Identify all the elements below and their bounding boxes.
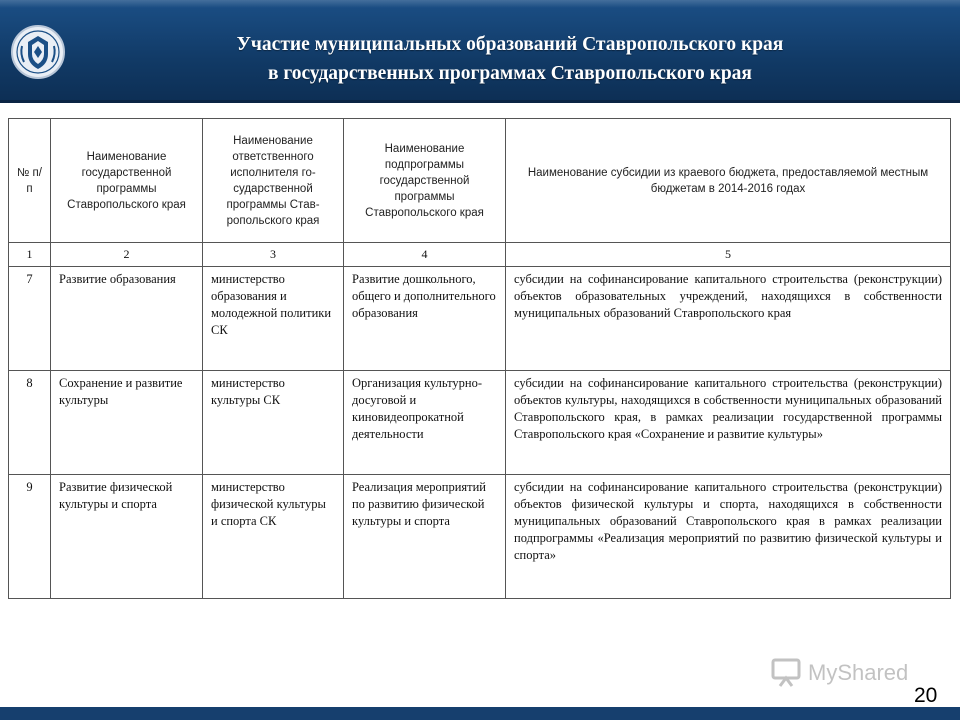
coat-of-arms-emblem-icon <box>10 24 66 80</box>
row-program: Развитие образования <box>51 267 203 371</box>
header-shine <box>0 0 960 8</box>
row-subprogram: Организация культурно-досуговой и киновидеопрокатной деятельности <box>344 371 506 475</box>
page-title <box>80 30 940 88</box>
header-cell-subprogram: Наименование подпрограммы государственной программы Ставропольского края <box>344 119 506 243</box>
header-cell-program: Наименование государственной программы Ставропольского края <box>51 119 203 243</box>
header-cell-number: № п/п <box>9 119 51 243</box>
column-number: 2 <box>51 243 203 267</box>
row-program: Развитие физической культуры и спорта <box>51 475 203 599</box>
programs-table <box>8 118 951 599</box>
row-executor: министерство образования и молодежной политики СК <box>203 267 344 371</box>
title-line-1: Участие муниципальных образований Ставропольского края <box>236 34 784 55</box>
column-number: 4 <box>344 243 506 267</box>
table-header-row <box>9 119 951 243</box>
row-number: 8 <box>9 371 51 475</box>
slide-header <box>0 0 960 103</box>
row-executor: министерство культуры СК <box>203 371 344 475</box>
table-row <box>9 371 951 475</box>
column-number: 1 <box>9 243 51 267</box>
row-subsidy: субсидии на софинансирование капитального строительства (реконструкции) объектов культуры, находящихся в собственности муниципальных образований Ставропольского края, в рамках реализации государственной программы Ставропольского края «Сохранение и развитие культуры» <box>506 371 951 475</box>
row-program: Сохранение и развитие культуры <box>51 371 203 475</box>
column-number-row <box>9 243 951 267</box>
row-number: 7 <box>9 267 51 371</box>
row-subsidy: субсидии на софинансирование капитального строительства (реконструкции) объектов образовательных учреждений, находящихся в собственности муниципальных образований Ставропольского края <box>506 267 951 371</box>
row-subprogram: Реализация мероприятий по развитию физической культуры и спорта <box>344 475 506 599</box>
footer-bar <box>0 707 960 720</box>
row-subprogram: Развитие дошкольного, общего и дополнительного образования <box>344 267 506 371</box>
column-number: 3 <box>203 243 344 267</box>
watermark <box>770 656 930 690</box>
row-number: 9 <box>9 475 51 599</box>
page-number: 20 <box>914 684 938 707</box>
title-line-2: в государственных программах Ставропольского края <box>268 63 752 84</box>
row-subsidy: субсидии на софинансирование капитального строительства (реконструкции) объектов физической культуры и спорта, находящихся в собственности муниципальных образований Ставропольского края в рамках реализации подпрограммы «Реализация мероприятий по развитию физической культуры и спорта» <box>506 475 951 599</box>
column-number: 5 <box>506 243 951 267</box>
header-cell-executor: Наименование ответственного исполнителя го-сударственной программы Став-ропольского края <box>203 119 344 243</box>
presentation-icon <box>770 656 804 690</box>
row-executor: министерство физической культуры и спорта СК <box>203 475 344 599</box>
watermark-text: MyShared <box>808 660 909 685</box>
table-row <box>9 475 951 599</box>
table-row <box>9 267 951 371</box>
header-cell-subsidy: Наименование субсидии из краевого бюджета, предоставляемой местным бюджетам в 2014-2016 годах <box>506 119 951 243</box>
